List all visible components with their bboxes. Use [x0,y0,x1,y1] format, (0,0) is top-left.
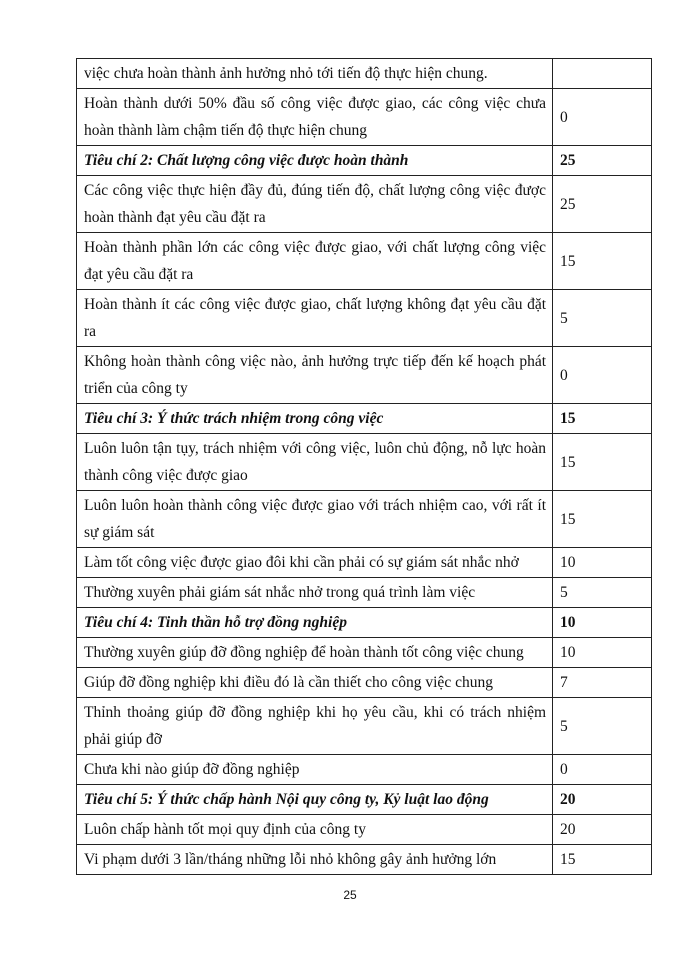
criterion-item-row [77,668,652,698]
criterion-description: Luôn luôn tận tụy, trách nhiệm với công việc, luôn chủ động, nỗ lực hoàn thành công việc được giao [77,434,553,491]
criterion-score: 25 [553,176,652,233]
criterion-score: 10 [553,638,652,668]
criterion-title: Tiêu chí 3: Ý thức trách nhiệm trong công việc [77,404,553,434]
criterion-score [553,59,652,89]
page-number: 25 [343,888,357,902]
criterion-description: Hoàn thành dưới 50% đầu số công việc được giao, các công việc chưa hoàn thành làm chậm tiến độ thực hiện chung [77,89,553,146]
criterion-score: 0 [553,347,652,404]
criterion-item-row [77,233,652,290]
criterion-score: 15 [553,233,652,290]
criterion-description: Hoàn thành phần lớn các công việc được giao, với chất lượng công việc đạt yêu cầu đặt ra [77,233,553,290]
criterion-score: 15 [553,491,652,548]
criterion-item-row [77,845,652,875]
criterion-score: 0 [553,755,652,785]
criterion-item-row [77,755,652,785]
criterion-description: Thường xuyên phải giám sát nhắc nhở trong quá trình làm việc [77,578,553,608]
criterion-score: 5 [553,290,652,347]
criterion-item-row [77,491,652,548]
criterion-header-row [77,146,652,176]
criterion-item-row [77,548,652,578]
criterion-description: Không hoàn thành công việc nào, ảnh hưởng trực tiếp đến kế hoạch phát triển của công ty [77,347,553,404]
criterion-item-row [77,578,652,608]
criterion-description: Vi phạm dưới 3 lần/tháng những lỗi nhỏ không gây ảnh hưởng lớn [77,845,553,875]
criterion-item-row [77,434,652,491]
criterion-score: 10 [553,548,652,578]
criterion-header-row [77,785,652,815]
criterion-score: 20 [553,785,652,815]
criterion-item-row [77,638,652,668]
criterion-item-row [77,347,652,404]
criterion-item-row [77,290,652,347]
criterion-item-row [77,815,652,845]
criterion-title: Tiêu chí 4: Tinh thần hỗ trợ đồng nghiệp [77,608,553,638]
criterion-description: Làm tốt công việc được giao đôi khi cần phải có sự giám sát nhắc nhở [77,548,553,578]
criteria-table [76,58,652,875]
criterion-score: 10 [553,608,652,638]
criterion-score: 0 [553,89,652,146]
criterion-item-row [77,176,652,233]
criterion-description: Các công việc thực hiện đầy đủ, đúng tiến độ, chất lượng công việc được hoàn thành đạt yêu cầu đặt ra [77,176,553,233]
criterion-item-row [77,698,652,755]
criterion-description: Thỉnh thoảng giúp đỡ đồng nghiệp khi họ yêu cầu, khi có trách nhiệm phải giúp đỡ [77,698,553,755]
criterion-description: Giúp đỡ đồng nghiệp khi điều đó là cần thiết cho công việc chung [77,668,553,698]
criterion-header-row [77,404,652,434]
criterion-score: 15 [553,845,652,875]
criterion-description: Chưa khi nào giúp đỡ đồng nghiệp [77,755,553,785]
criterion-header-row [77,608,652,638]
criterion-description: Hoàn thành ít các công việc được giao, chất lượng không đạt yêu cầu đặt ra [77,290,553,347]
criterion-score: 5 [553,698,652,755]
criterion-score: 5 [553,578,652,608]
criterion-description: việc chưa hoàn thành ảnh hưởng nhỏ tới tiến độ thực hiện chung. [77,59,553,89]
criterion-score: 7 [553,668,652,698]
criterion-score: 20 [553,815,652,845]
criterion-item-row [77,59,652,89]
criterion-item-row [77,89,652,146]
criterion-description: Luôn luôn hoàn thành công việc được giao với trách nhiệm cao, với rất ít sự giám sát [77,491,553,548]
criterion-score: 15 [553,404,652,434]
criteria-table-body [77,59,652,875]
criterion-score: 25 [553,146,652,176]
criterion-title: Tiêu chí 2: Chất lượng công việc được hoàn thành [77,146,553,176]
criterion-score: 15 [553,434,652,491]
criterion-description: Luôn chấp hành tốt mọi quy định của công ty [77,815,553,845]
criterion-title: Tiêu chí 5: Ý thức chấp hành Nội quy công ty, Kỷ luật lao động [77,785,553,815]
criterion-description: Thường xuyên giúp đỡ đồng nghiệp để hoàn thành tốt công việc chung [77,638,553,668]
